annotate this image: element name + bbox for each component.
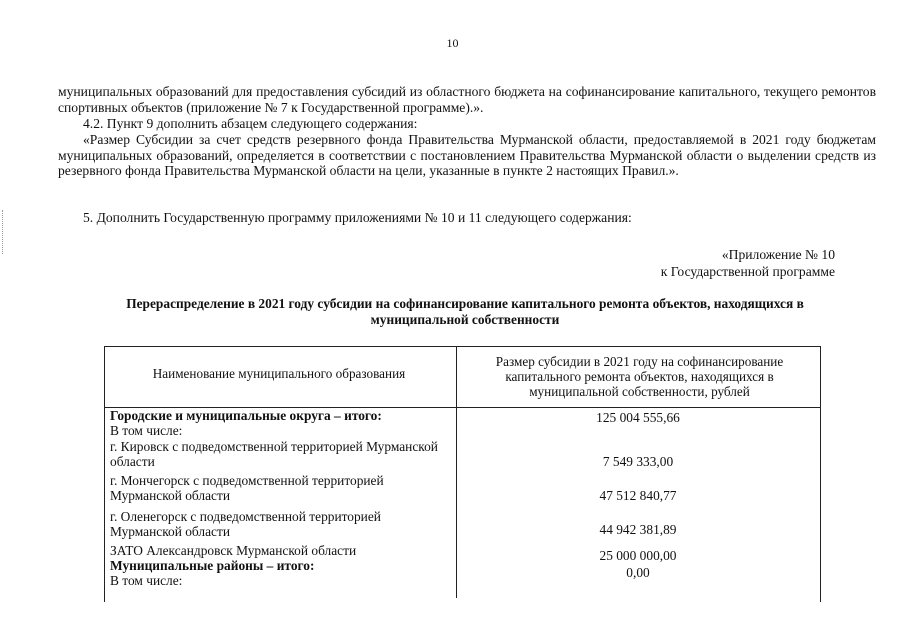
table-right-border <box>820 346 821 602</box>
table-row-name: В том числе: <box>110 573 183 588</box>
paragraph-quote: «Размер Субсидии за счет средств резервного фонда Правительства Мурманской области, предоставляемой в 2021 году бюджетам муниципальных образований, определяется в соответствии с постановлением Правительства Мурманской области о выделении средств из резервного фонда Правительства Мурманской области на цели, указанные в пункте 2 настоящих Правил.». <box>58 132 876 178</box>
table-column-divider <box>456 346 457 598</box>
table-left-border <box>104 346 105 602</box>
table-heading: Перераспределение в 2021 году субсидии на софинансирование капитального ремонта объектов, находящихся в муниципальной собственности <box>126 296 804 327</box>
table-row-value: 25 000 000,00 <box>599 548 677 563</box>
table-row-value: 7 549 333,00 <box>602 454 674 469</box>
table-row-value: 0,00 <box>626 565 650 580</box>
paragraph-item-5: 5. Дополнить Государственную программу приложениями № 10 и 11 следующего содержания: <box>83 210 632 225</box>
table-row-value: 44 942 381,89 <box>599 522 677 537</box>
table-row-name: В том числе: <box>110 423 183 438</box>
appendix-reference: к Государственной программе <box>660 264 835 279</box>
table-row-value: 47 512 840,77 <box>599 488 677 503</box>
table-row-name: ЗАТО Александровск Мурманской области <box>110 543 357 558</box>
appendix-number: «Приложение № 10 <box>721 247 835 262</box>
scan-edge-mark <box>2 210 6 254</box>
page-number: 10 <box>446 36 459 50</box>
paragraph-continuation: муниципальных образований для предоставления субсидий из областного бюджета на софинансирование капитального, текущего ремонтов спортивных объектов (приложение № 7 к Государственной программе).». <box>58 84 876 115</box>
table-row-name: Муниципальные районы – итого: <box>110 558 315 573</box>
subsidy-table <box>104 346 821 602</box>
table-top-border <box>104 346 821 347</box>
column-header-name: Наименование муниципального образования <box>152 366 406 381</box>
table-row-value: 125 004 555,66 <box>596 410 680 425</box>
table-row-name: г. Кировск с подведомственной территорией Мурманской области <box>110 439 438 470</box>
table-row-name: Городские и муниципальные округа – итого: <box>110 408 382 423</box>
paragraph-item-4-2: 4.2. Пункт 9 дополнить абзацем следующего содержания: <box>83 116 418 131</box>
table-row-name: г. Мончегорск с подведомственной территорией Мурманской области <box>110 473 384 504</box>
table-row-name: г. Оленегорск с подведомственной территорией Мурманской области <box>110 509 381 540</box>
column-header-value: Размер субсидии в 2021 году на софинансирование капитального ремонта объектов, находящихся в муниципальной собственности, рублей <box>495 354 784 399</box>
appendix-label <box>661 246 835 280</box>
